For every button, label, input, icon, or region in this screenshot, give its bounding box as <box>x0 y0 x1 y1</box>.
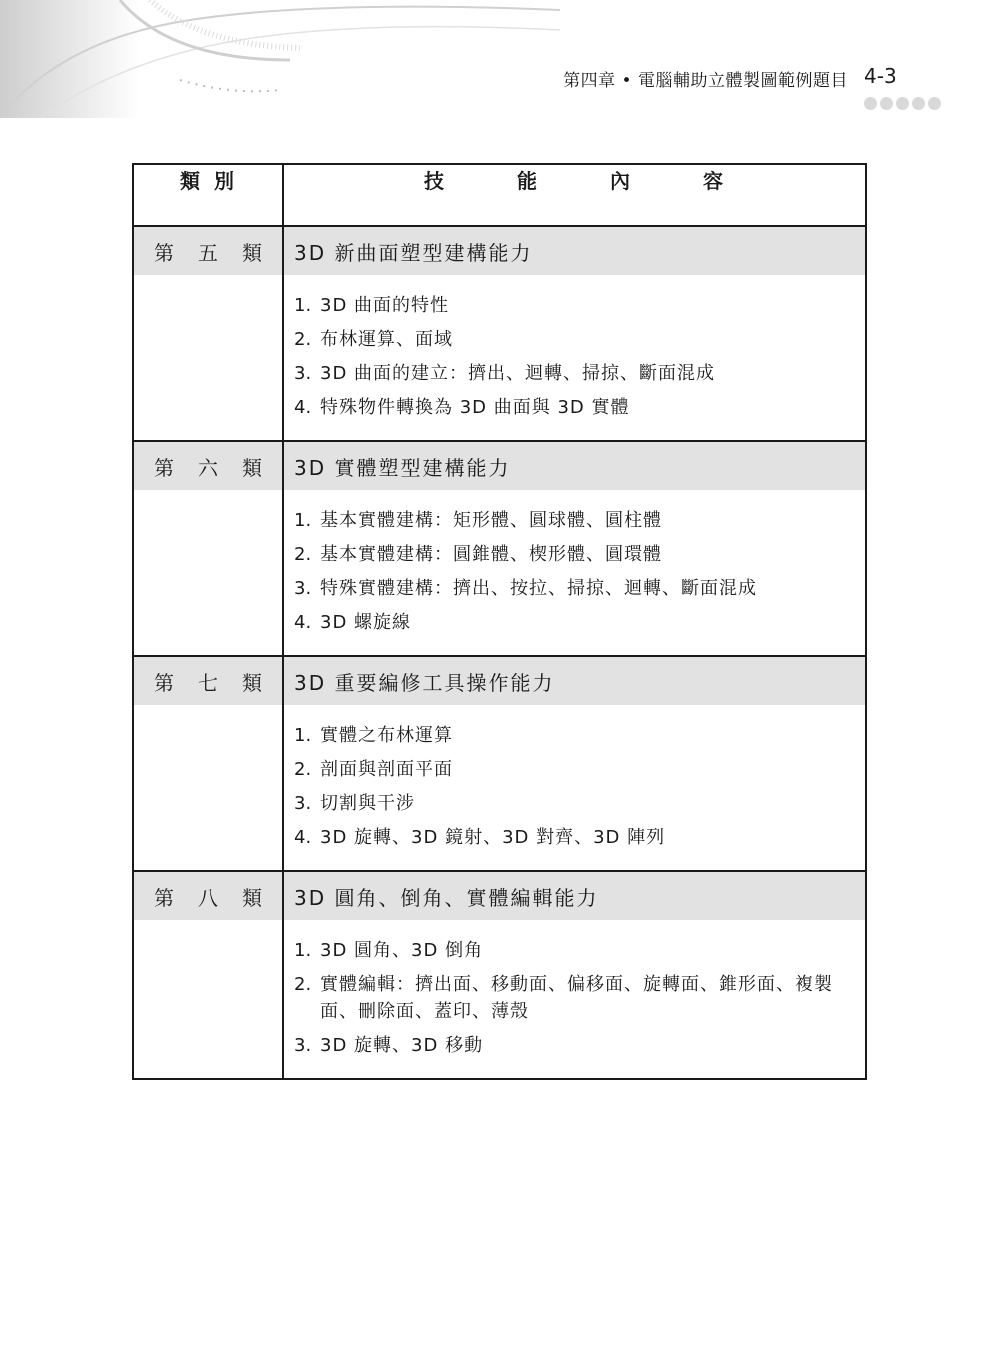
item-text: 實體編輯：擠出面、移動面、偏移面、旋轉面、錐形面、複製面、刪除面、蓋印、薄殼 <box>320 974 833 1022</box>
category-row <box>133 226 866 275</box>
item-number: 3. <box>294 793 312 814</box>
category-name-char: 第 <box>154 670 174 695</box>
header-category: 類別 <box>133 164 283 226</box>
dot <box>896 97 909 110</box>
list-item <box>294 722 865 749</box>
header-skill-char: 內 <box>610 169 630 193</box>
items-cell <box>283 275 866 441</box>
item-number: 1. <box>294 940 312 961</box>
items-cell <box>283 920 866 1079</box>
item-number: 1. <box>294 510 312 531</box>
items-cell <box>283 705 866 871</box>
skill-list <box>284 275 865 440</box>
item-number: 4. <box>294 397 312 418</box>
category-row <box>133 656 866 705</box>
item-number: 2. <box>294 974 312 995</box>
header-skill-char: 能 <box>517 169 537 193</box>
chapter-title: 第四章 • 電腦輔助立體製圖範例題目 <box>563 71 848 91</box>
page-dots-decoration <box>864 97 941 110</box>
category-name-char: 類 <box>242 885 262 910</box>
item-text: 實體之布林運算 <box>320 725 453 746</box>
header-skill-char: 技 <box>424 169 444 193</box>
table-header-row <box>133 164 866 226</box>
item-text: 切割與干涉 <box>320 793 415 814</box>
item-text: 特殊實體建構：擠出、按拉、掃掠、迴轉、斷面混成 <box>320 578 757 599</box>
skill-list <box>284 920 865 1078</box>
dot <box>880 97 893 110</box>
list-item <box>294 394 865 421</box>
category-title: 3D 實體塑型建構能力 <box>283 441 866 490</box>
item-text: 特殊物件轉換為 3D 曲面與 3D 實體 <box>320 397 630 418</box>
category-title: 3D 圓角、倒角、實體編輯能力 <box>283 871 866 920</box>
category-name-char: 類 <box>242 455 262 480</box>
dot <box>928 97 941 110</box>
page-number: 4-3 <box>864 64 897 88</box>
category-items-row <box>133 490 866 656</box>
item-number: 1. <box>294 295 312 316</box>
list-item <box>294 507 865 534</box>
category-name-char: 類 <box>242 670 262 695</box>
skill-list <box>284 490 865 655</box>
category-items-row <box>133 705 866 871</box>
item-text: 3D 曲面的特性 <box>320 295 450 316</box>
header-decoration <box>0 0 560 120</box>
category-title: 3D 新曲面塑型建構能力 <box>283 226 866 275</box>
list-item <box>294 292 865 319</box>
list-item <box>294 575 865 602</box>
skill-list <box>284 705 865 870</box>
item-number: 3. <box>294 363 312 384</box>
list-item <box>294 1032 865 1059</box>
item-text: 3D 旋轉、3D 移動 <box>320 1035 484 1056</box>
dot <box>864 97 877 110</box>
item-text: 3D 曲面的建立：擠出、迴轉、掃掠、斷面混成 <box>320 363 716 384</box>
list-item <box>294 360 865 387</box>
item-text: 基本實體建構：圓錐體、楔形體、圓環體 <box>320 544 662 565</box>
item-number: 4. <box>294 827 312 848</box>
item-number: 2. <box>294 329 312 350</box>
item-number: 1. <box>294 725 312 746</box>
category-name-char: 七 <box>198 670 218 695</box>
item-text: 剖面與剖面平面 <box>320 759 453 780</box>
item-number: 4. <box>294 612 312 633</box>
category-name <box>133 226 283 275</box>
blank-cell <box>133 275 283 441</box>
item-text: 基本實體建構：矩形體、圓球體、圓柱體 <box>320 510 662 531</box>
blank-cell <box>133 920 283 1079</box>
item-number: 3. <box>294 578 312 599</box>
category-name-char: 第 <box>154 885 174 910</box>
category-items-row <box>133 920 866 1079</box>
dot <box>912 97 925 110</box>
item-number: 3. <box>294 1035 312 1056</box>
header-skill <box>283 164 866 226</box>
category-title: 3D 重要編修工具操作能力 <box>283 656 866 705</box>
item-text: 3D 螺旋線 <box>320 612 412 633</box>
category-name-char: 第 <box>154 240 174 265</box>
blank-cell <box>133 490 283 656</box>
list-item <box>294 609 865 636</box>
items-cell <box>283 490 866 656</box>
item-number: 2. <box>294 759 312 780</box>
category-name <box>133 656 283 705</box>
category-row <box>133 441 866 490</box>
category-name <box>133 441 283 490</box>
list-item <box>294 790 865 817</box>
item-text: 布林運算、面域 <box>320 329 453 350</box>
header-skill-char: 容 <box>703 169 723 193</box>
category-row <box>133 871 866 920</box>
category-name-char: 八 <box>198 885 218 910</box>
category-name-char: 類 <box>242 240 262 265</box>
category-items-row <box>133 275 866 441</box>
item-number: 2. <box>294 544 312 565</box>
item-text: 3D 圓角、3D 倒角 <box>320 940 484 961</box>
category-name <box>133 871 283 920</box>
list-item <box>294 937 865 964</box>
list-item <box>294 824 865 851</box>
category-name-char: 第 <box>154 455 174 480</box>
list-item <box>294 756 865 783</box>
blank-cell <box>133 705 283 871</box>
list-item <box>294 541 865 568</box>
skills-table <box>132 163 867 1080</box>
list-item <box>294 326 865 353</box>
category-name-char: 六 <box>198 455 218 480</box>
item-text: 3D 旋轉、3D 鏡射、3D 對齊、3D 陣列 <box>320 827 666 848</box>
list-item <box>294 971 865 1025</box>
category-name-char: 五 <box>198 240 218 265</box>
